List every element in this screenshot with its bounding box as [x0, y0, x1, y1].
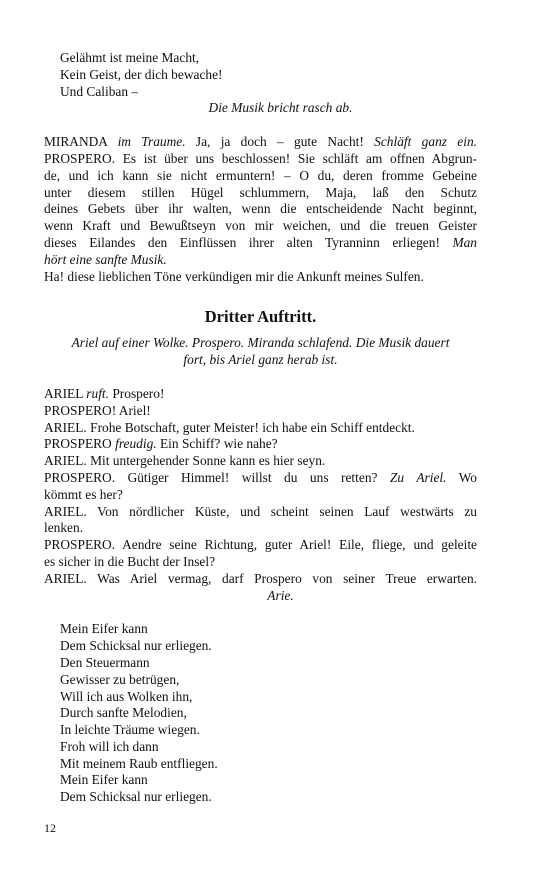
scene-description: Ariel auf einer Wolke. Prospero. Miranda schlafend. Die Musik dauert	[71, 335, 450, 351]
scene-heading: Dritter Auftritt.	[204, 307, 317, 327]
speech-line	[44, 252, 477, 269]
speech-text: PROSPERO. Gütiger Himmel! willst du uns retten?	[44, 469, 378, 485]
speech-text: Prospero!	[112, 385, 165, 401]
scene-description: fort, bis Ariel ganz herab ist.	[183, 352, 338, 368]
stage-direction: Arie.	[267, 587, 294, 603]
speech-line: PROSPERO! Ariel!	[44, 402, 151, 418]
speaker-name: ARIEL	[44, 385, 83, 401]
speech-line: ARIEL. Von nördlicher Küste, und scheint seinen Lauf westwärts zu	[44, 503, 477, 519]
speech-line: ARIEL. Mit untergehender Sonne kann es hier seyn.	[44, 453, 326, 469]
spacer	[44, 369, 477, 386]
verse-line: Durch sanfte Melodien,	[60, 705, 187, 721]
stage-direction: Die Musik bricht rasch ab.	[208, 100, 353, 116]
verse-line: Mein Eifer kann	[60, 621, 148, 637]
speech-line: unter diesem stillen Hügel schlummern, Maja, laß den Schutz	[44, 184, 477, 200]
speaker-name: PROSPERO	[44, 436, 112, 452]
speech-line: Ha! diese lieblichen Töne verkündigen mir die Ankunft meines Sulfen.	[44, 268, 424, 284]
verse-line: Froh will ich dann	[60, 738, 159, 754]
verse-line: Mein Eifer kann	[60, 772, 148, 788]
speech-text: dieses Eilandes den Einflüssen ihrer alten Tyranninn erliegen!	[44, 234, 440, 250]
speech-line: deines Gebets über ihr walten, wenn die entscheidende Nacht beginnt,	[44, 201, 477, 217]
speech-line: lenken.	[44, 520, 84, 536]
verse-line: Dem Schicksal nur erliegen.	[60, 638, 212, 654]
verse-line: Will ich aus Wolken ihn,	[60, 688, 193, 704]
verse-line: Gelähmt ist meine Macht,	[60, 50, 200, 65]
page-number: 12	[44, 821, 56, 835]
stage-direction: Man	[452, 234, 477, 250]
stage-direction: freudig.	[115, 436, 157, 452]
verse-line: Und Caliban –	[60, 83, 139, 99]
speech-line: ARIEL. Was Ariel vermag, darf Prospero von seiner Treue erwarten.	[44, 570, 477, 586]
speech-line: ARIEL. Frohe Botschaft, guter Meister! ich habe ein Schiff entdeckt.	[44, 419, 415, 435]
speech-line: kömmt es her?	[44, 486, 123, 502]
speech-text: Ja, ja doch – gute Nacht!	[195, 134, 364, 150]
verse-line: Kein Geist, der dich bewache!	[60, 66, 223, 82]
speech-line	[44, 235, 477, 252]
speech-line	[44, 470, 477, 487]
verse-line: In leichte Träume wiegen.	[60, 722, 200, 738]
speech-line: PROSPERO. Es ist über uns beschlossen! Sie schläft am offnen Abgrun-	[44, 150, 477, 166]
speech-line: de, und ich kann sie nicht ermuntern! – O du, deren fromme Gebeine	[44, 167, 477, 183]
speech-line	[44, 134, 477, 151]
dialogue	[44, 386, 477, 604]
verse-line: Mit meinem Raub entfliegen.	[60, 755, 218, 771]
stage-direction: Schläft ganz ein.	[374, 134, 477, 150]
page-body	[44, 50, 477, 806]
stage-direction: hört eine sanfte Musik.	[44, 251, 167, 267]
speech-line	[44, 386, 477, 403]
speech-text: Ein Schiff? wie nahe?	[160, 436, 278, 452]
stage-direction: im Traume.	[117, 134, 186, 150]
verse-line: Dem Schicksal nur erliegen.	[60, 789, 212, 805]
verse-block-2	[44, 621, 477, 806]
spacer	[44, 604, 477, 621]
speech-text: Wo	[458, 469, 477, 485]
speech-line: wenn Kraft und Bewußtseyn von mir weichen, und die treuen Geister	[44, 218, 477, 234]
verse-line: Den Steuermann	[60, 654, 150, 670]
prospero-speech	[44, 151, 477, 285]
miranda-speech	[44, 134, 477, 151]
speech-line	[44, 436, 477, 453]
verse-block-1	[44, 50, 477, 100]
speech-line: es sicher in die Bucht der Insel?	[44, 553, 216, 569]
stage-direction: Zu Ariel.	[389, 469, 447, 485]
speech-line: PROSPERO. Aendre seine Richtung, guter Ariel! Eile, fliege, und geleite	[44, 537, 477, 553]
verse-line: Gewisser zu betrügen,	[60, 671, 180, 687]
stage-direction: ruft.	[86, 385, 109, 401]
spacer	[44, 117, 477, 134]
speaker-name: MIRANDA	[44, 134, 108, 150]
